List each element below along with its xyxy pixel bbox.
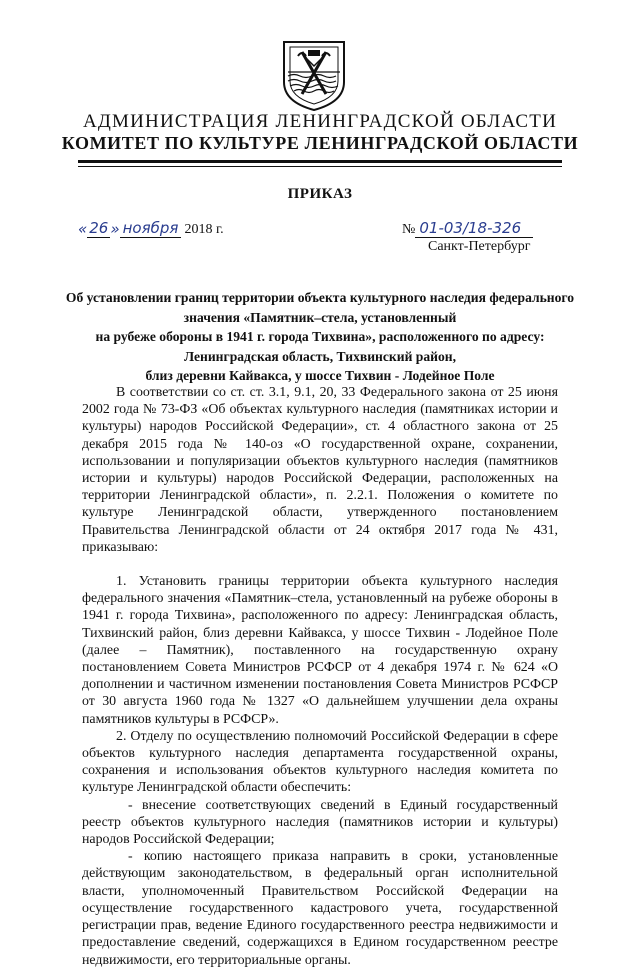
committee-name: КОМИТЕТ ПО КУЛЬТУРЕ ЛЕНИНГРАДСКОЙ ОБЛАСТИ bbox=[61, 133, 579, 153]
document-body bbox=[82, 384, 558, 969]
header-divider-thick bbox=[78, 160, 562, 163]
agency-name: АДМИНИСТРАЦИЯ ЛЕНИНГРАДСКОЙ ОБЛАСТИ bbox=[82, 111, 558, 132]
title-line: на рубеже обороны в 1941 г. города Тихвина», расположенного по адресу: bbox=[95, 329, 545, 345]
number-prefix: № bbox=[402, 222, 416, 237]
order-bullet-2: - копию настоящего приказа направить в сроки, установленные действующим законодательством, в федеральный орган исполнительной власти, уполномоченный Правительством Российской Федерации на осуществление государственного кадастрового учета, государственной регистрации прав, ведение Единого государственного реестра недвижимости и предоставление сведений, содержащихся в Едином государственном реестре недвижимости, его территориальные органы. bbox=[82, 849, 558, 968]
date-day: 26 bbox=[89, 219, 109, 237]
title-line: близ деревни Кайвакса, у шоссе Тихвин - Лодейное Поле bbox=[145, 368, 495, 384]
number-value: 01-03/18-326 bbox=[415, 219, 533, 238]
document-date bbox=[78, 219, 224, 238]
date-close-quote: » bbox=[110, 220, 120, 238]
header-divider-thin bbox=[78, 166, 562, 167]
title-line: значения «Памятник–стела, установленный bbox=[183, 309, 457, 325]
title-line: Ленинградская область, Тихвинский район, bbox=[183, 348, 457, 364]
order-item-1: 1. Установить границы территории объекта культурного наследия федерального значения «Памятник–стела, установленный на рубеже обороны в 1941 г. города Тихвина», расположенного по адресу: Ленинградская область, Тихвинский район, близ деревни Кайвакса, у шоссе Тихвин - Лодейное Поле (далее – Памятник), поставленного на государственную охрану постановлением Совета Министров РСФСР от 4 декабря 1974 г. № 624 «О дополнении и частичном изменении постановления Совета Министров РСФСР от 30 августа 1960 года № 1327 «О дальнейшем улучшении дела охраны памятников культуры в РСФСР». bbox=[82, 574, 558, 727]
date-year: 2018 г. bbox=[184, 222, 224, 237]
document-city: Санкт-Петербург bbox=[428, 239, 531, 254]
date-month: ноября bbox=[120, 219, 182, 238]
date-open-quote: « bbox=[78, 220, 88, 238]
document-title bbox=[60, 288, 580, 386]
title-line: Об установлении границ территории объекта культурного наследия федерального bbox=[65, 290, 575, 305]
preamble-paragraph: В соответствии со ст. ст. 3.1, 9.1, 20, 33 Федерального закона от 25 июня 2002 года № 73-ФЗ «Об объектах культурного наследия (памятниках истории и культуры) народов Российской Федерации», ст. 4 областного закона от 25 декабря 2015 года № 140-оз «О государственной охране, сохранении, использовании и популяризации объектов культурного наследия (памятников истории и культуры) народов Российской Федерации, расположенных на территории Ленинградской области», п. 2.2.1. Положения о комитете по культуре Ленинградской области, утвержденного постановлением Правительства Ленинградской области от 24 октября 2017 года № 431, приказываю: bbox=[82, 385, 558, 555]
order-item-2: 2. Отделу по осуществлению полномочий Российской Федерации в сфере объектов культурного наследия департамента государственной охраны, сохранения и использования объектов культурного наследия комитета по культуре Ленинградской области обеспечить: bbox=[82, 728, 558, 796]
document-type: ПРИКАЗ bbox=[287, 186, 353, 202]
document-number bbox=[402, 219, 533, 238]
coat-of-arms-icon bbox=[280, 38, 348, 112]
order-bullet-1: - внесение соответствующих сведений в Единый государственный реестр объектов культурного наследия (памятников истории и культуры) народов Российской Федерации; bbox=[82, 797, 558, 848]
